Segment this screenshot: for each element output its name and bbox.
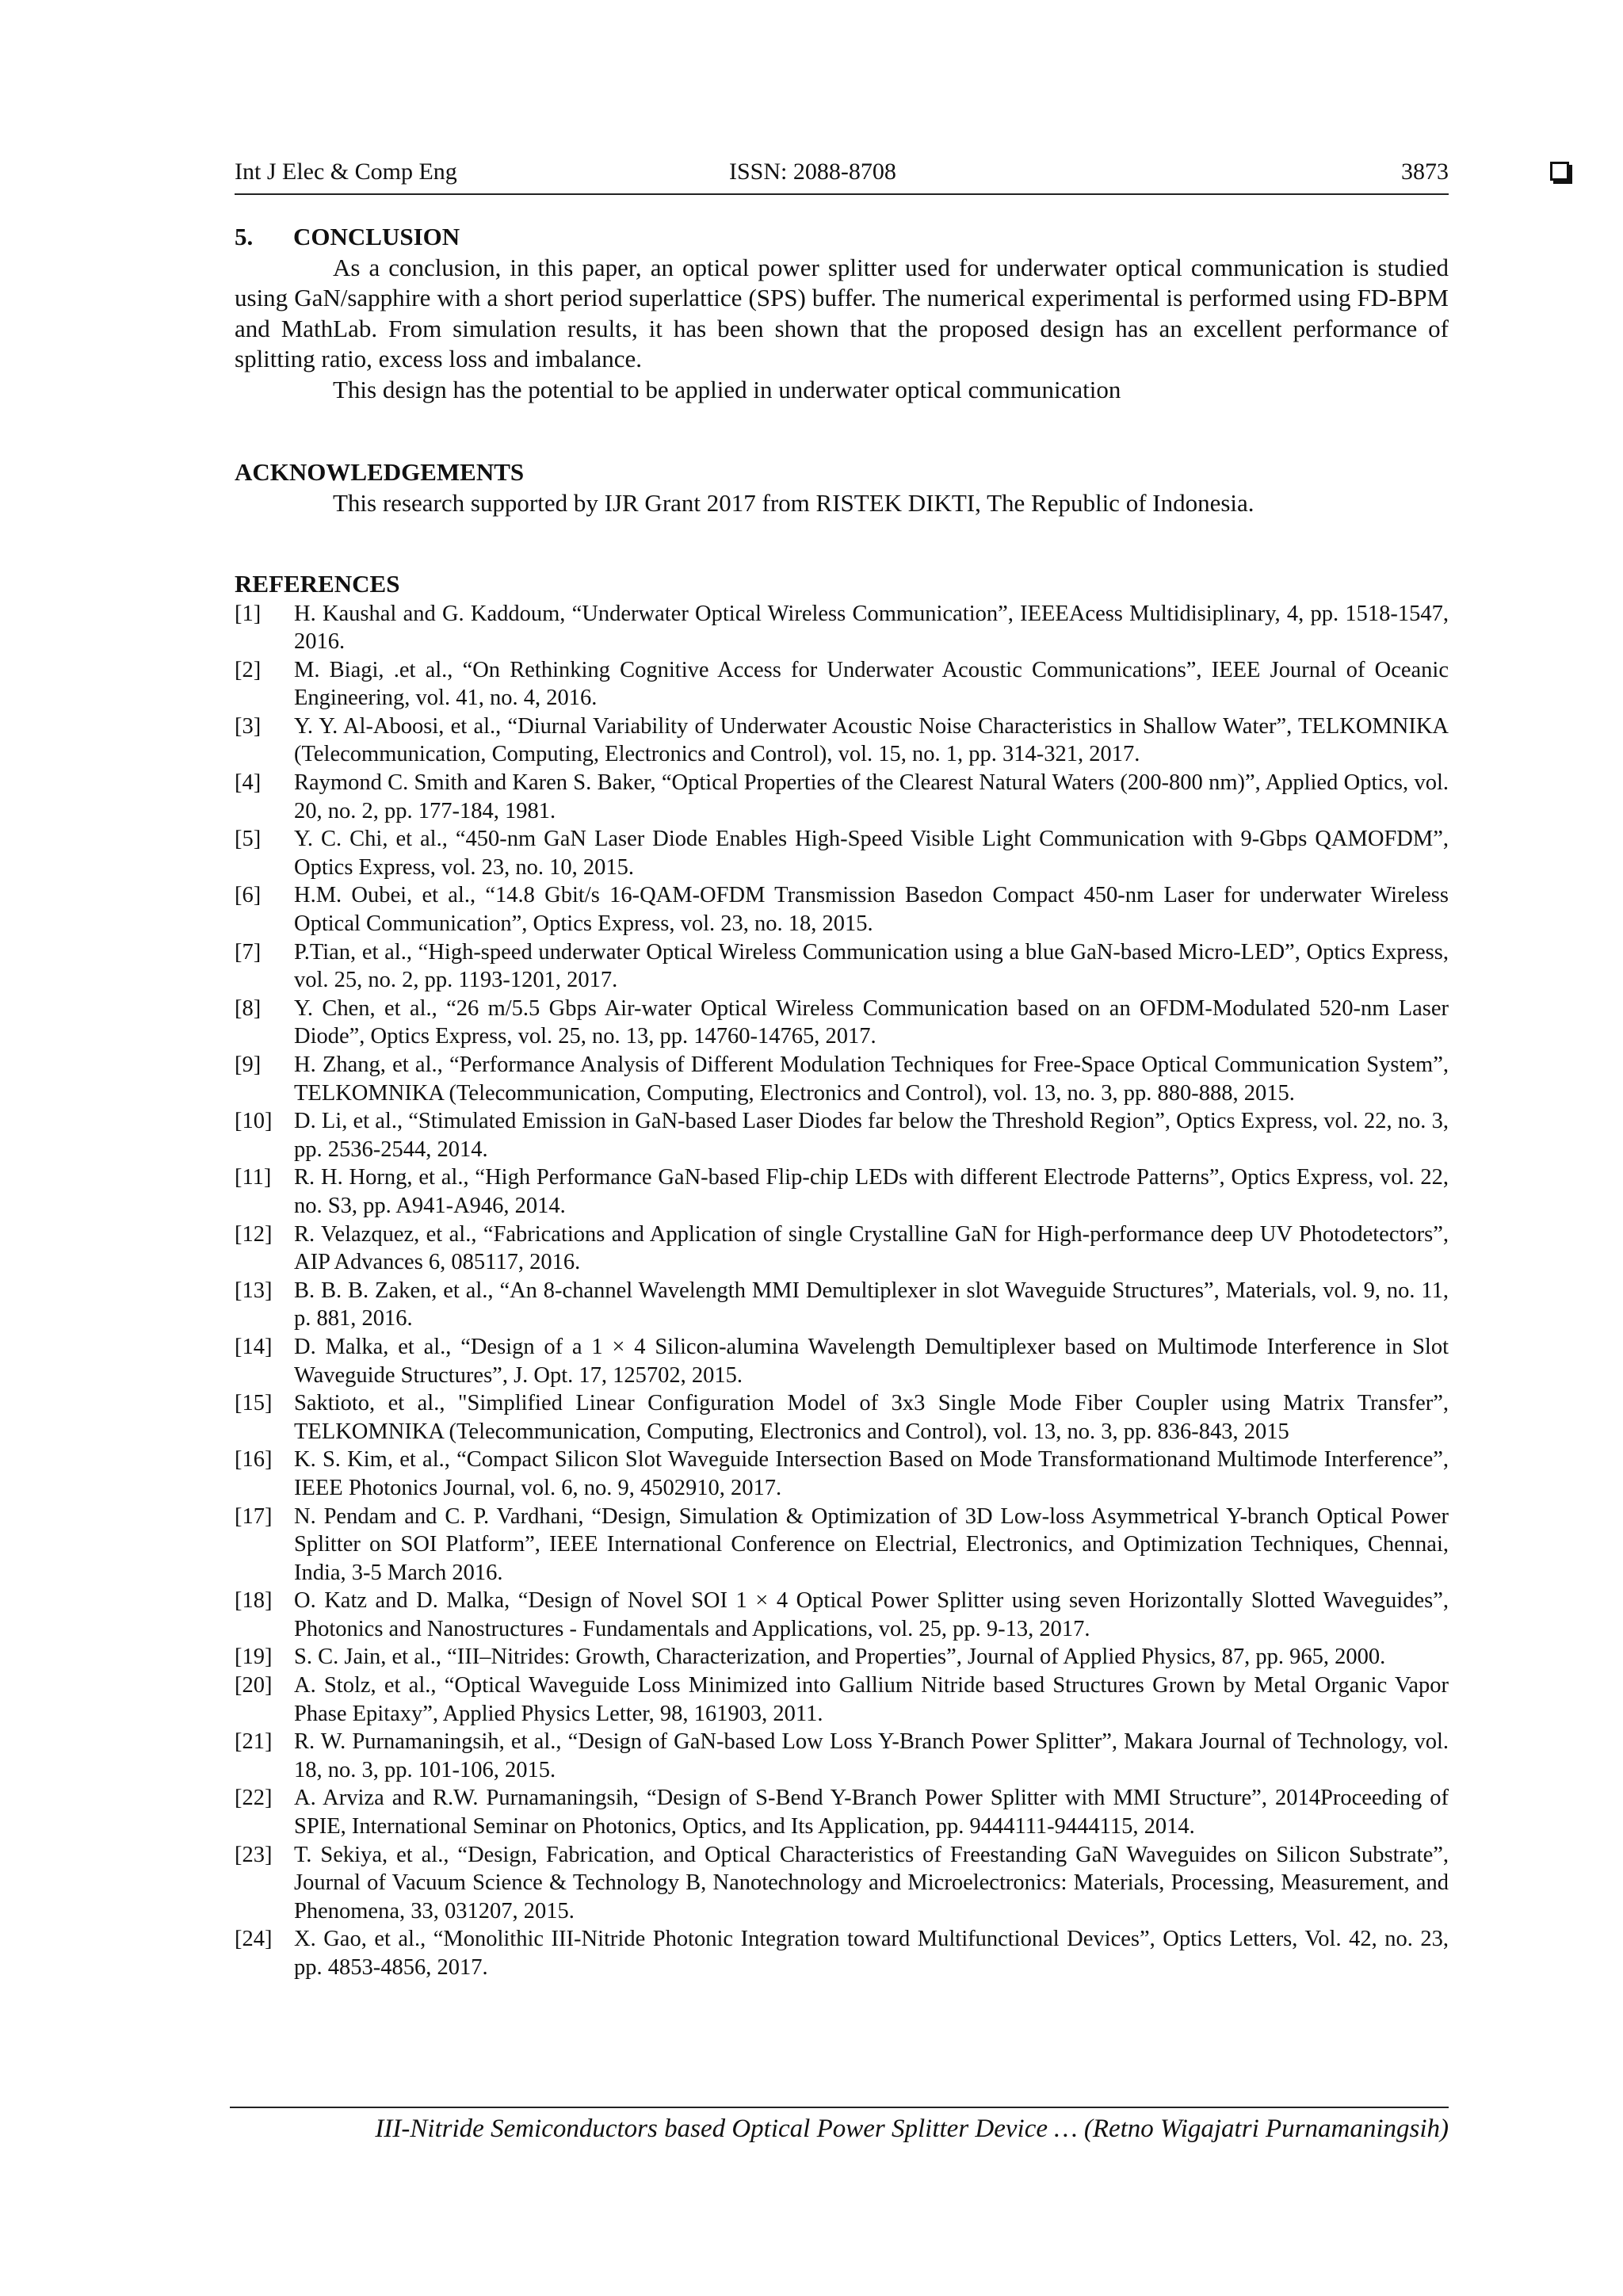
reference-number: [6] — [235, 883, 262, 908]
reference-text: D. Malka, et al., “Design of a 1 × 4 Silicon-alumina Wavelength Demultiplexer based on Multimode Interference in Slot Waveguide Structures”, J. Opt. 17, 125702, 2015. — [294, 1334, 1449, 1388]
reference-text: Y. C. Chi, et al., “450-nm GaN Laser Diode Enables High-Speed Visible Light Communication with 9-Gbps QAMOFDM”, Optics Express, vol. 23, no. 10, 2015. — [294, 827, 1449, 880]
reference-number: [12] — [235, 1221, 273, 1247]
reference-number: [8] — [235, 995, 262, 1021]
reference-number: [15] — [235, 1391, 273, 1416]
acknowledgements-section — [235, 457, 1449, 518]
reference-item — [235, 600, 1449, 656]
reference-number: [10] — [235, 1109, 273, 1134]
reference-text: Saktioto, et al., "Simplified Linear Configuration Model of 3x3 Single Mode Fiber Coupler using Matrix Transfer”, TELKOMNIKA (Telecommunication, Computing, Electronics and Control), vol. 13, no. 3, pp. 836-843, 2015 — [294, 1391, 1449, 1444]
reference-number: [14] — [235, 1334, 273, 1359]
reference-item — [235, 1389, 1449, 1446]
reference-list — [235, 600, 1449, 1982]
reference-number: [16] — [235, 1447, 273, 1473]
reference-number: [7] — [235, 939, 262, 965]
reference-number: [17] — [235, 1503, 273, 1529]
reference-number: [5] — [235, 827, 262, 852]
reference-item — [235, 825, 1449, 881]
references-section — [235, 569, 1449, 1982]
journal-name: Int J Elec & Comp Eng — [235, 159, 457, 185]
reference-item — [235, 1587, 1449, 1643]
reference-text: A. Arviza and R.W. Purnamaningsih, “Design of S-Bend Y-Branch Power Splitter with MMI Structure”, 2014Proceeding of SPIE, International Seminar on Photonics, Optics, and Its Application, pp. 9444111-9444115, 2014. — [294, 1786, 1449, 1839]
reference-text: T. Sekiya, et al., “Design, Fabrication, and Optical Characteristics of Freestanding GaN Waveguides on Silicon Substrate”, Journal of Vacuum Science & Technology B, Nanotechnology and Microelectronics: Materials, Processing, Measurement, and Phenomena, 33, 031207, 2015. — [294, 1842, 1449, 1924]
reference-item — [235, 1784, 1449, 1840]
reference-text: Y. Y. Al-Aboosi, et al., “Diurnal Variability of Underwater Acoustic Noise Characteristics in Shallow Water”, TELKOMNIKA (Telecommunication, Computing, Electronics and Control), vol. 15, no. 1, pp. 314-321, 2017. — [294, 713, 1449, 767]
section-title: ACKNOWLEDGEMENTS — [235, 458, 525, 486]
reference-number: [22] — [235, 1786, 273, 1811]
reference-item — [235, 938, 1449, 995]
reference-text: Raymond C. Smith and Karen S. Baker, “Optical Properties of the Clearest Natural Waters (200-800 nm)”, Applied Optics, vol. 20, no. 2, pp. 177-184, 1981. — [294, 770, 1449, 823]
reference-text: P.Tian, et al., “High-speed underwater Optical Wireless Communication using a blue GaN-based Micro-LED”, Optics Express, vol. 25, no. 2, pp. 1193-1201, 2017. — [294, 939, 1449, 993]
reference-item — [235, 1163, 1449, 1220]
reference-item — [235, 1925, 1449, 1981]
reference-item — [235, 1643, 1449, 1671]
reference-item — [235, 1503, 1449, 1587]
section-title: CONCLUSION — [293, 223, 460, 250]
reference-text: M. Biagi, .et al., “On Rethinking Cognitive Access for Underwater Acoustic Communications”, IEEE Journal of Oceanic Engineering, vol. 41, no. 4, 2016. — [294, 657, 1449, 711]
reference-number: [20] — [235, 1673, 273, 1698]
reference-text: K. S. Kim, et al., “Compact Silicon Slot Waveguide Intersection Based on Mode Transformationand Multimode Interference”, IEEE Photonics Journal, vol. 6, no. 9, 4502910, 2017. — [294, 1447, 1449, 1500]
reference-item — [235, 1446, 1449, 1502]
reference-number: [3] — [235, 713, 262, 739]
reference-text: X. Gao, et al., “Monolithic III-Nitride Photonic Integration toward Multifunctional Devices”, Optics Letters, Vol. 42, no. 23, pp. 4853-4856, 2017. — [294, 1927, 1449, 1980]
reference-item — [235, 1221, 1449, 1277]
reference-item — [235, 881, 1449, 938]
paragraph: This research supported by IJR Grant 2017 from RISTEK DIKTI, The Republic of Indonesia. — [333, 488, 1254, 517]
paragraph: As a conclusion, in this paper, an optical power splitter used for underwater optical communication is studied using GaN/sapphire with a short period superlattice (SPS) buffer. The numerical experimental is performed using FD-BPM and MathLab. From simulation results, it has been shown that the proposed design has an excellent performance of splitting ratio, excess loss and imbalance. — [235, 253, 1449, 372]
paragraph: This design has the potential to be applied in underwater optical communication — [333, 375, 1121, 403]
section-title: REFERENCES — [235, 570, 400, 598]
reference-item — [235, 1841, 1449, 1926]
reference-item — [235, 1333, 1449, 1389]
reference-item — [235, 1671, 1449, 1728]
reference-number: [23] — [235, 1842, 273, 1867]
reference-text: H. Kaushal and G. Kaddoum, “Underwater Optical Wireless Communication”, IEEEAcess Multidisiplinary, 4, pp. 1518-1547, 2016. — [294, 601, 1449, 655]
section-heading — [235, 222, 1449, 253]
reference-item — [235, 712, 1449, 769]
reference-number: [9] — [235, 1052, 262, 1077]
page-header — [235, 154, 1449, 195]
reference-text: H. Zhang, et al., “Performance Analysis of Different Modulation Techniques for Free-Space Optical Communication System”, TELKOMNIKA (Telecommunication, Computing, Electronics and Control), vol. 13, no. 3, pp. 880-888, 2015. — [294, 1052, 1449, 1106]
reference-number: [13] — [235, 1278, 273, 1303]
reference-text: S. C. Jain, et al., “III–Nitrides: Growth, Characterization, and Properties”, Journal of Applied Physics, 87, pp. 965, 2000. — [294, 1645, 1386, 1670]
reference-number: [11] — [235, 1165, 272, 1190]
section-number: 5. — [235, 223, 254, 250]
reference-item — [235, 656, 1449, 712]
reference-number: [24] — [235, 1927, 273, 1952]
reference-item — [235, 1277, 1449, 1333]
reference-number: [21] — [235, 1729, 273, 1755]
reference-number: [4] — [235, 770, 262, 796]
reference-item — [235, 1051, 1449, 1107]
reference-text: R. Velazquez, et al., “Fabrications and Application of single Crystalline GaN for High-performance deep UV Photodetectors”, AIP Advances 6, 085117, 2016. — [294, 1221, 1449, 1275]
reference-text: O. Katz and D. Malka, “Design of Novel SOI 1 × 4 Optical Power Splitter using seven Horizontally Slotted Waveguides”, Photonics and Nanostructures - Fundamentals and Applications, vol. 25, pp. 9-13, 2017. — [294, 1588, 1449, 1641]
reference-number: [2] — [235, 657, 262, 682]
reference-text: D. Li, et al., “Stimulated Emission in GaN-based Laser Diodes far below the Threshold Region”, Optics Express, vol. 22, no. 3, pp. 2536-2544, 2014. — [294, 1109, 1449, 1162]
reference-item — [235, 995, 1449, 1051]
reference-text: H.M. Oubei, et al., “14.8 Gbit/s 16-QAM-OFDM Transmission Basedon Compact 450-nm Laser for underwater Wireless Optical Communication”, Optics Express, vol. 23, no. 18, 2015. — [294, 883, 1449, 937]
reference-text: N. Pendam and C. P. Vardhani, “Design, Simulation & Optimization of 3D Low-loss Asymmetrical Y-branch Optical Power Splitter on SOI Platform”, IEEE International Conference on Electrial, Electronics, and Optimization Techniques, Chennai, India, 3-5 March 2016. — [294, 1503, 1449, 1585]
reference-text: R. H. Horng, et al., “High Performance GaN-based Flip-chip LEDs with different Electrode Patterns”, Optics Express, vol. 22, no. S3, pp. A941-A946, 2014. — [294, 1165, 1449, 1218]
reference-number: [19] — [235, 1645, 273, 1670]
reference-text: B. B. B. Zaken, et al., “An 8-channel Wavelength MMI Demultiplexer in slot Waveguide Structures”, Materials, vol. 9, no. 11, p. 881, 2016. — [294, 1278, 1449, 1331]
issn: ISSN: 2088-8708 — [729, 159, 896, 185]
page-body — [235, 222, 1449, 1982]
reference-number: [18] — [235, 1588, 273, 1614]
page-number: 3873 — [1401, 159, 1449, 185]
conclusion-section — [235, 222, 1449, 405]
reference-item — [235, 1728, 1449, 1784]
page-footer: III-Nitride Semiconductors based Optical Power Splitter Device … (Retno Wigajatri Purnamaningsih) — [230, 2107, 1449, 2144]
reference-item — [235, 1107, 1449, 1163]
reference-number: [1] — [235, 601, 262, 626]
square-box-icon — [1550, 162, 1569, 181]
reference-text: Y. Chen, et al., “26 m/5.5 Gbps Air-water Optical Wireless Communication based on an OFDM-Modulated 520-nm Laser Diode”, Optics Express, vol. 25, no. 13, pp. 14760-14765, 2017. — [294, 995, 1449, 1049]
reference-text: A. Stolz, et al., “Optical Waveguide Loss Minimized into Gallium Nitride based Structures Grown by Metal Organic Vapor Phase Epitaxy”, Applied Physics Letter, 98, 161903, 2011. — [294, 1673, 1449, 1726]
reference-text: R. W. Purnamaningsih, et al., “Design of GaN-based Low Loss Y-Branch Power Splitter”, Makara Journal of Technology, vol. 18, no. 3, pp. 101-106, 2015. — [294, 1729, 1449, 1782]
reference-item — [235, 769, 1449, 825]
